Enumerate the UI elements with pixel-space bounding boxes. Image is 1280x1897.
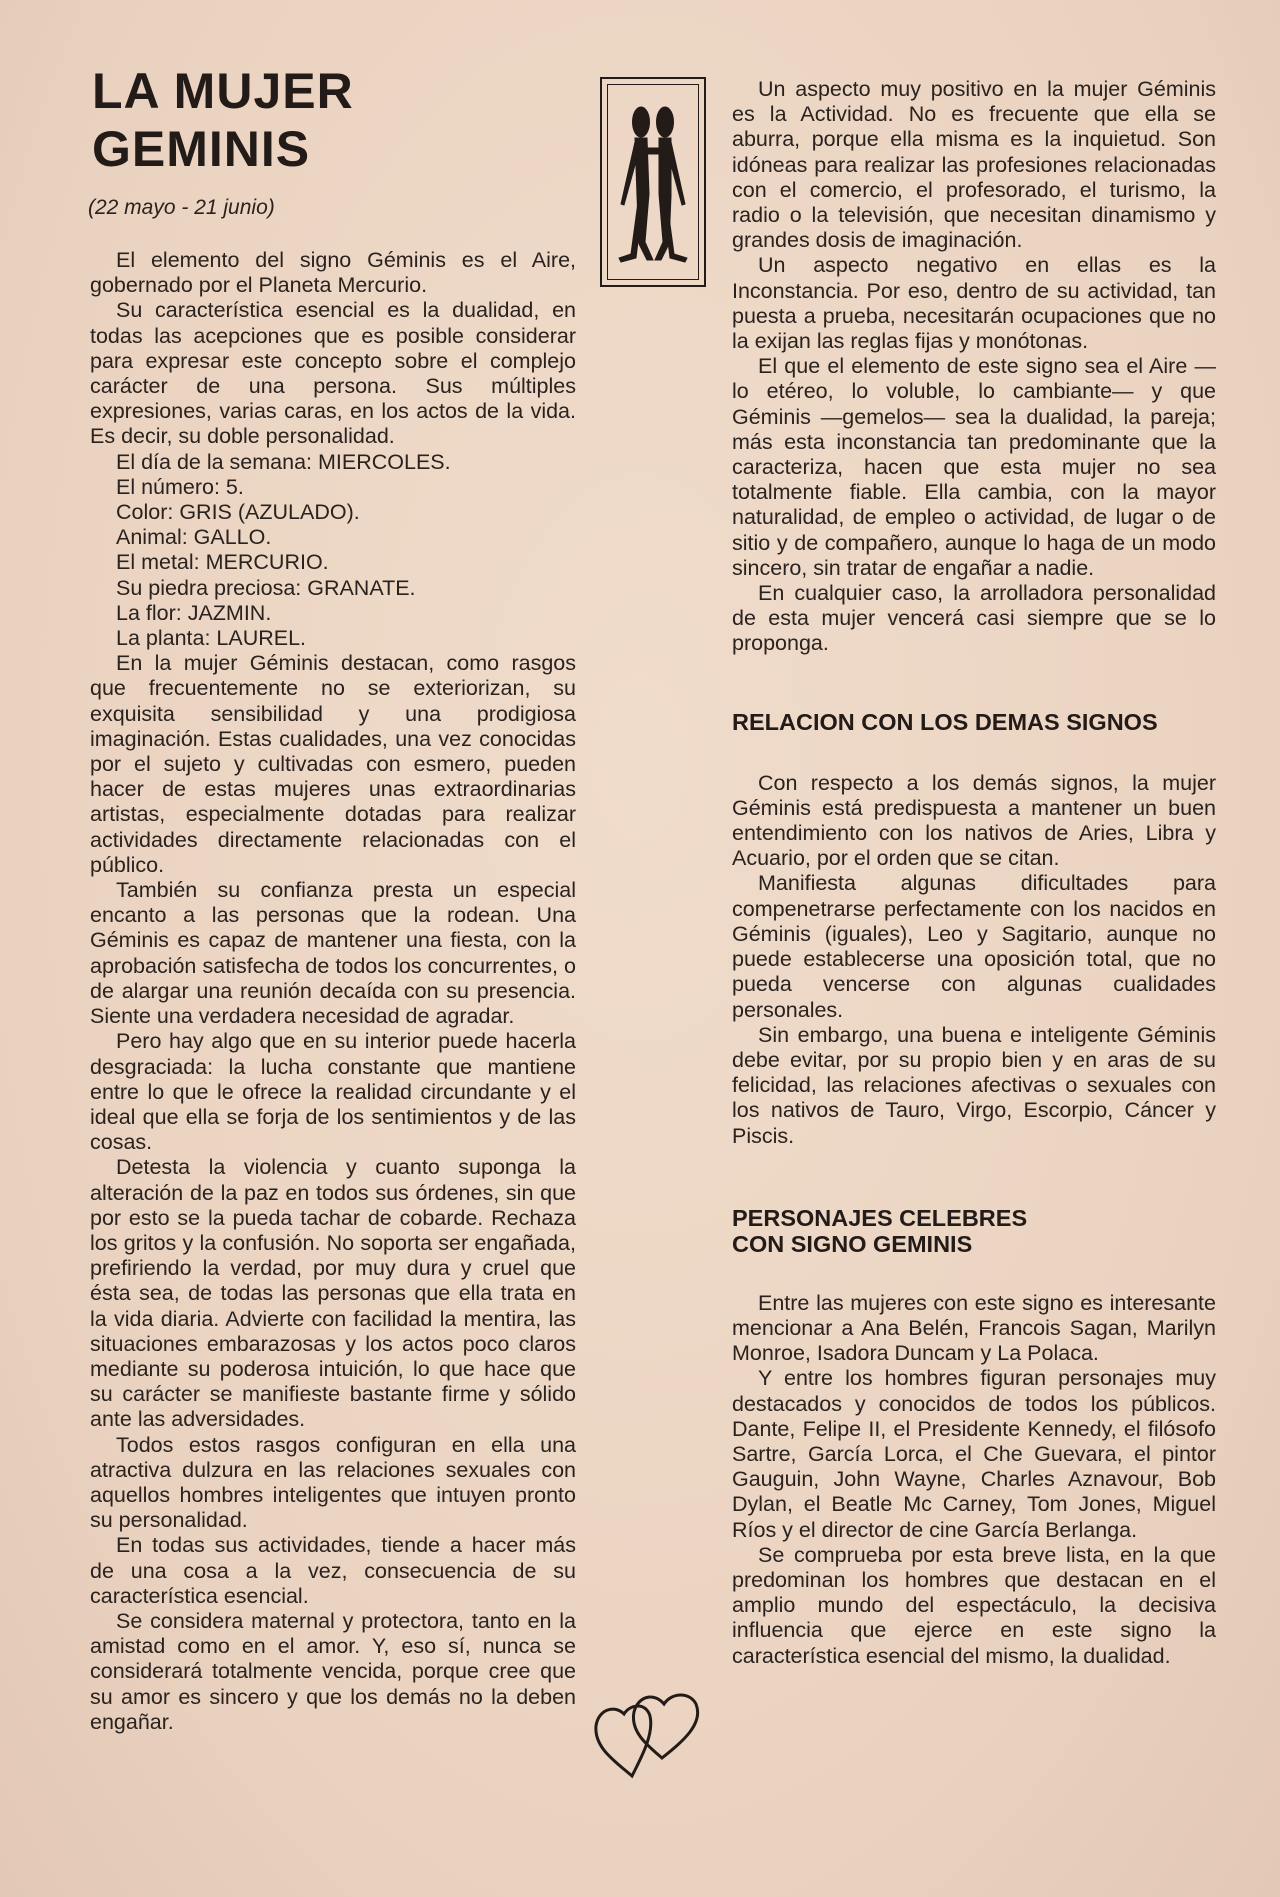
left-column xyxy=(90,248,576,1735)
section-heading-celebrities xyxy=(732,1205,1216,1257)
right-column xyxy=(732,77,1216,1669)
attribute-number: El número: 5. xyxy=(116,474,244,499)
paragraph: Todos estos rasgos configuran en ella una atractiva dulzura en las relaciones sexuales con aquellos hombres inteligentes que intuyen pronto su personalidad. xyxy=(90,1432,576,1533)
heading-line-1: PERSONAJES CELEBRES xyxy=(732,1204,1028,1231)
heading-line-2: CON SIGNO GEMINIS xyxy=(732,1230,973,1257)
attribute-animal: Animal: GALLO. xyxy=(116,525,272,550)
article-title xyxy=(92,62,512,178)
paragraph: Y entre los hombres figuran personajes muy destacados y conocidos de todos los públicos. Dante, Felipe II, el Presidente Kennedy, el filósofo Sartre, García Lorca, el Che Guevara, el pintor Gauguin, John Wayne, Charles Aznavour, Bob Dylan, el Beatle Mc Carney, Tom Jones, Miguel Ríos y el director de cine García Berlanga. xyxy=(732,1366,1216,1542)
paragraph: En cualquier caso, la arrolladora personalidad de esta mujer vencerá casi siempre que se lo proponga. xyxy=(732,581,1216,656)
paragraph: Se comprueba por esta breve lista, en la que predominan los hombres que destacan en el amplio mundo del espectáculo, la decisiva influencia que ejerce en este signo la característica esencial del mismo, la dualidad. xyxy=(732,1542,1216,1668)
paragraph: Su característica esencial es la dualidad, en todas las acepciones que es posible considerar para expresar este concepto sobre el complejo carácter de una persona. Sus múltiples expresiones, varias caras, en los actos de la vida. Es decir, su doble personalidad. xyxy=(90,298,576,449)
paragraph: El elemento del signo Géminis es el Aire, gobernado por el Planeta Mercurio. xyxy=(90,248,576,298)
paragraph: Manifiesta algunas dificultades para compenetrarse perfectamente con los nacidos en Géminis (iguales), Leo y Sagitario, aunque no puede establecerse una oposición total, que no pueda vencerse con algunas cualidades personales. xyxy=(732,871,1216,1022)
paragraph: Pero hay algo que en su interior puede hacerla desgraciada: la lucha constante que mantiene entre lo que le ofrece la realidad circundante y el ideal que ella se forja de los sentimientos y de las cosas. xyxy=(90,1029,576,1155)
paragraph: Un aspecto negativo en ellas es la Inconstancia. Por eso, dentro de su actividad, tan puesta a prueba, necesitarán ocupaciones que no la exijan las reglas fijas y monótonas. xyxy=(732,253,1216,354)
double-hearts-icon xyxy=(590,1684,720,1784)
attribute-gemstone: Su piedra preciosa: GRANATE. xyxy=(116,575,416,600)
gemini-twins-icon xyxy=(607,84,699,280)
paragraph: El que el elemento de este signo sea el Aire —lo etéreo, lo voluble, lo cambiante— y que Géminis —gemelos— sea la dualidad, la pareja; más esta inconstancia tan predominante que la caracteriza, hacen que esta mujer no sea totalmente fiable. Ella cambia, con la mayor naturalidad, de empleo o actividad, de lugar o de sitio y de compañero, aunque lo haga de un modo sincero, sin tratar de engañar a nadie. xyxy=(732,354,1216,580)
paragraph: Detesta la violencia y cuanto suponga la alteración de la paz en todos sus órdenes, sin que por esto se la pueda tachar de cobarde. Rechaza los gritos y la confusión. No soporta ser engañada, prefiriendo la verdad, por muy dura y cruel que ésta sea, de todas las personas que ella trata en la vida diaria. Advierte con facilidad la mentira, las situaciones embarazosas y los actos poco claros mediante su poderosa intuición, lo que hace que su carácter se manifieste bastante firme y sólido ante las adversidades. xyxy=(90,1155,576,1432)
paragraph: En la mujer Géminis destacan, como rasgos que frecuentemente no se exteriorizan, su exquisita sensibilidad y una prodigiosa imaginación. Estas cualidades, una vez conocidas por el sujeto y cultivadas con esmero, pueden hacer de estas mujeres unas extraordinarias artistas, especialmente dotadas para realizar actividades directamente relacionadas con el público. xyxy=(90,651,576,877)
paragraph: Un aspecto muy positivo en la mujer Géminis es la Actividad. No es frecuente que ella se aburra, porque ella misma es la inquietud. Son idóneas para realizar las profesiones relacionadas con el comercio, el profesorado, el turismo, la radio o la televisión, que necesitan dinamismo y grandes dosis de imaginación. xyxy=(732,77,1216,253)
attribute-metal: El metal: MERCURIO. xyxy=(116,550,329,575)
attribute-color: Color: GRIS (AZULADO). xyxy=(116,500,360,525)
paragraph: En todas sus actividades, tiende a hacer más de una cosa a la vez, consecuencia de su característica esencial. xyxy=(90,1533,576,1608)
title-line-2: GEMINIS xyxy=(92,121,311,177)
paragraph: Sin embargo, una buena e inteligente Géminis debe evitar, por su propio bien y en aras de su felicidad, las relaciones afectivas o sexuales con los nativos de Tauro, Virgo, Escorpio, Cáncer y Piscis. xyxy=(732,1022,1216,1148)
title-line-1: LA MUJER xyxy=(92,63,354,119)
attribute-plant: La planta: LAUREL. xyxy=(116,626,307,651)
paragraph: Se considera maternal y protectora, tanto en la amistad como en el amor. Y, eso sí, nunca se considerará totalmente vencida, porque cree que su amor es sincero y que los demás no la deben engañar. xyxy=(90,1608,576,1734)
section-heading-relations: RELACION CON LOS DEMAS SIGNOS xyxy=(732,708,1158,735)
date-range: (22 mayo - 21 junio) xyxy=(88,196,275,219)
paragraph: También su confianza presta un especial encanto a las personas que la rodean. Una Géminis es capaz de mantener una fiesta, con la aprobación satisfecha de todos los concurrentes, o de alargar una reunión decaída con su presencia. Siente una verdadera necesidad de agradar. xyxy=(90,878,576,1029)
attribute-flower: La flor: JAZMIN. xyxy=(116,600,272,625)
paragraph: Con respecto a los demás signos, la mujer Géminis está predispuesta a mantener un buen entendimiento con los nativos de Aries, Libra y Acuario, por el orden que se citan. xyxy=(732,770,1216,871)
paragraph: Entre las mujeres con este signo es interesante mencionar a Ana Belén, Francois Sagan, Marilyn Monroe, Isadora Duncam y La Polaca. xyxy=(732,1290,1216,1366)
attribute-weekday: El día de la semana: MIERCOLES. xyxy=(116,449,451,474)
gemini-emblem xyxy=(600,77,706,287)
